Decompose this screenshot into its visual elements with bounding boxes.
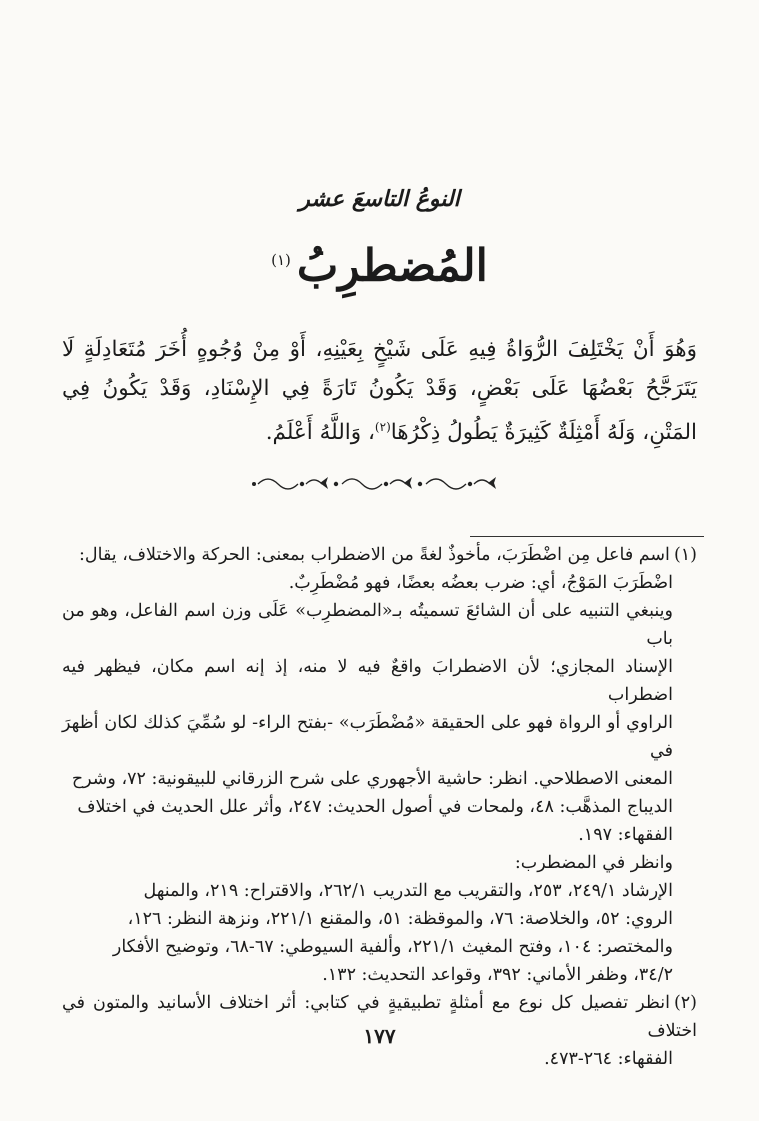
- title-footnote-ref[interactable]: (١): [271, 251, 291, 269]
- footnote-line: الفقهاء: ٢٦٤-٤٧٣.: [544, 1049, 673, 1069]
- main-text: [62, 330, 697, 452]
- footnote-separator: [470, 536, 704, 537]
- footnote-line: والمختصر: ١٠٤، وفتح المغيث ٢٢١/١، وألفية السيوطي: ٦٧-٦٨، وتوضيح الأفكار: [112, 937, 673, 957]
- footnote-line: ٣٤/٢، وظفر الأماني: ٣٩٢، وقواعد التحديث: ١٣٢.: [322, 965, 673, 985]
- footnotes: [62, 541, 697, 1073]
- footnote-line: المعنى الاصطلاحي. انظر: حاشية الأجهوري على شرح الزرقاني للبيقونية: ٧٢، وشرح: [71, 769, 673, 789]
- footnote-line: الإسناد المجازي؛ لأن الاضطرابَ واقعٌ فيه لا منه، إذ إنه اسم مكان، فيظهر فيه اضطراب: [62, 657, 673, 705]
- main-text-body: وَهُوَ أَنْ يَخْتَلِفَ الرُّوَاةُ فِيهِ عَلَى شَيْخٍ بِعَيْنِهِ، أَوْ مِنْ وُجُوهٍ أُخَرَ مُتَعَادِلَةٍ لَا يَتَرَجَّحُ بَعْضُهَا عَلَى بَعْضٍ، وَقَدْ يَكُونُ تَارَةً فِي الإِسْنَادِ، وَقَدْ يَكُونُ فِي المَتْنِ، وَلَهُ أَمْثِلَةٌ كَثِيرَةٌ يَطُولُ ذِكْرُهَا: [62, 337, 697, 446]
- footnote-line: الفقهاء: ١٩٧.: [578, 825, 673, 845]
- chapter-title-text: المُضطرِبُ: [296, 240, 488, 292]
- footnote-1-mark: (١): [673, 545, 697, 565]
- footnote-1-text: اسم فاعل مِن اضْطَرَبَ، مأخوذٌ لغةً من الاضطراب بمعنى: الحركة والاختلاف، يقال:: [79, 545, 670, 565]
- footnote-line: الراوي أو الرواة فهو على الحقيقة «مُضْطَرَب» -بفتح الراء- لو سُمِّيَ كذلك لكان أظهرَ في: [62, 713, 673, 761]
- chapter-kind: النوعُ التاسعَ عشر: [299, 186, 460, 212]
- footnote-line: اضْطَرَبَ المَوْجُ، أي: ضرب بعضُه بعضًا، فهو مُضْطَرِبٌ.: [288, 573, 673, 593]
- body-footnote-ref[interactable]: (٢): [374, 420, 391, 434]
- footnote-line: الديباج المذهَّب: ٤٨، ولمحات في أصول الحديث: ٢٤٧، وأثر علل الحديث في اختلاف: [77, 797, 673, 817]
- ornament-divider: [250, 470, 510, 496]
- footnote-line: وينبغي التنبيه على أن الشائعَ تسميتُه بـ«المضطرِب» عَلَى وزن اسم الفاعل، وهو من باب: [62, 601, 673, 649]
- footnote-1: [62, 541, 697, 989]
- footnote-line: وانظر في المضطرب:: [514, 853, 673, 873]
- page-number: ١٧٧: [363, 1024, 396, 1048]
- main-text-closing: ، وَاللَّهُ أَعْلَمُ.: [265, 420, 375, 446]
- chapter-title: [0, 232, 759, 295]
- footnote-line: [62, 541, 697, 569]
- footnote-line: الإرشاد ٢٤٩/١، ٢٥٣، والتقريب مع التدريب ٢٦٢/١، والاقتراح: ٢١٩، والمنهل: [143, 881, 673, 901]
- footnote-2-text: انظر تفصيل كل نوع مع أمثلةٍ تطبيقيةٍ في كتابي: أثر اختلاف الأسانيد والمتون في اختلاف: [62, 993, 697, 1041]
- footnote-line: الروي: ٥٢، والخلاصة: ٧٦، والموقظة: ٥١، والمقنع ٢٢١/١، ونزهة النظر: ١٢٦،: [127, 909, 673, 929]
- footnote-2-mark: (٢): [673, 993, 697, 1013]
